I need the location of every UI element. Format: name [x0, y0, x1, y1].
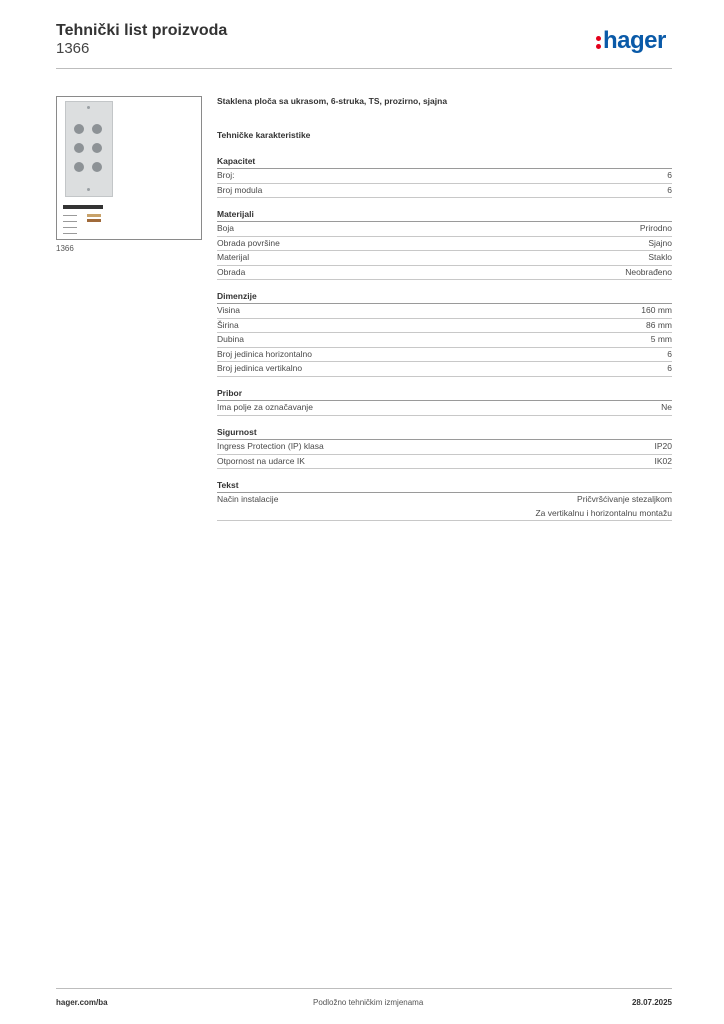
spec-value: Pričvršćivanje stezaljkom Za vertikalnu i horizontalnu montažu — [535, 494, 672, 518]
socket-hole-icon — [74, 143, 84, 153]
legend-line-icon — [63, 215, 77, 216]
spec-value: 5 mm — [650, 334, 672, 344]
spec-label: Ingress Protection (IP) klasa — [217, 441, 324, 451]
product-code: 1366 — [56, 40, 90, 57]
section-title: Kapacitet — [217, 155, 672, 169]
legend-line-icon — [63, 227, 77, 228]
legend-line-icon — [63, 233, 77, 234]
socket-hole-icon — [74, 124, 84, 134]
spec-row — [217, 401, 672, 416]
spec-label: Otpornost na udarce IK — [217, 455, 305, 466]
spec-row — [217, 169, 672, 184]
socket-hole-icon — [92, 162, 102, 172]
section-tekst — [217, 479, 672, 521]
product-image — [56, 96, 202, 240]
spec-row — [217, 304, 672, 319]
spec-row — [217, 222, 672, 237]
spec-value: IP20 — [654, 441, 672, 451]
spec-value: 160 mm — [641, 305, 672, 315]
spec-row — [217, 455, 672, 470]
spec-label: Materijal — [217, 252, 250, 262]
spec-row — [217, 251, 672, 266]
logo-text: hager — [603, 27, 666, 54]
spec-value: Neobrađeno — [625, 266, 672, 277]
footer-website: hager.com/ba — [56, 998, 108, 1007]
section-title: Sigurnost — [217, 426, 672, 440]
spec-row — [217, 184, 672, 199]
glass-plate-icon — [65, 101, 113, 197]
page-title: Tehnički list proizvoda — [56, 22, 228, 39]
spec-value: Staklo — [648, 252, 672, 262]
dimension-bar-icon — [63, 205, 103, 209]
spec-value: IK02 — [654, 455, 672, 466]
legend-line-icon — [63, 221, 77, 222]
spec-value: 86 mm — [646, 319, 672, 330]
spec-row — [217, 333, 672, 348]
spec-value: Prirodno — [639, 223, 672, 233]
spec-value: 6 — [667, 348, 672, 359]
logo-dots-icon — [596, 34, 602, 50]
section-title: Tekst — [217, 479, 672, 493]
spec-row — [217, 237, 672, 252]
spec-row — [217, 348, 672, 363]
characteristics-heading: Tehničke karakteristike — [217, 130, 311, 140]
product-description: Staklena ploča sa ukrasom, 6-struka, TS, prozirno, sjajna — [217, 96, 448, 106]
spec-row — [217, 266, 672, 281]
spec-label: Broj modula — [217, 184, 263, 195]
screw-icon — [87, 106, 90, 109]
spec-label: Broj jedinica vertikalno — [217, 363, 303, 373]
socket-hole-icon — [92, 143, 102, 153]
spec-row — [217, 493, 672, 521]
section-dimenzije — [217, 290, 672, 377]
socket-hole-icon — [74, 162, 84, 172]
screw-icon — [87, 188, 90, 191]
spec-label: Obrada površine — [217, 237, 280, 248]
section-pribor — [217, 387, 672, 416]
footer-date: 28.07.2025 — [631, 998, 672, 1007]
spec-value: Ne — [661, 402, 672, 412]
section-title: Materijali — [217, 208, 672, 222]
section-kapacitet — [217, 155, 672, 198]
spec-label: Ima polje za označavanje — [217, 402, 313, 412]
spec-value: 6 — [667, 170, 672, 180]
spec-row — [217, 440, 672, 455]
spec-label: Obrada — [217, 266, 246, 277]
spec-value: Sjajno — [648, 237, 672, 248]
color-swatch-icon — [87, 214, 101, 217]
color-swatch-icon — [87, 219, 101, 222]
section-sigurnost — [217, 426, 672, 469]
image-caption: 1366 — [56, 244, 74, 253]
spec-value: 6 — [667, 363, 672, 373]
spec-label: Boja — [217, 223, 235, 233]
spec-label: Način instalacije — [217, 494, 279, 504]
section-materijali — [217, 208, 672, 280]
spec-value: 6 — [667, 184, 672, 195]
footer-divider — [56, 988, 672, 989]
hager-logo — [596, 26, 666, 56]
spec-label: Broj jedinica horizontalno — [217, 348, 312, 359]
header-divider — [56, 68, 672, 69]
spec-label: Dubina — [217, 334, 244, 344]
footer-note: Podložno tehničkim izmjenama — [313, 998, 424, 1007]
spec-label: Širina — [217, 319, 239, 330]
section-title: Pribor — [217, 387, 672, 401]
spec-row — [217, 362, 672, 377]
spec-row — [217, 319, 672, 334]
section-title: Dimenzije — [217, 290, 672, 304]
socket-hole-icon — [92, 124, 102, 134]
spec-label: Visina — [217, 305, 240, 315]
spec-label: Broj: — [217, 170, 235, 180]
